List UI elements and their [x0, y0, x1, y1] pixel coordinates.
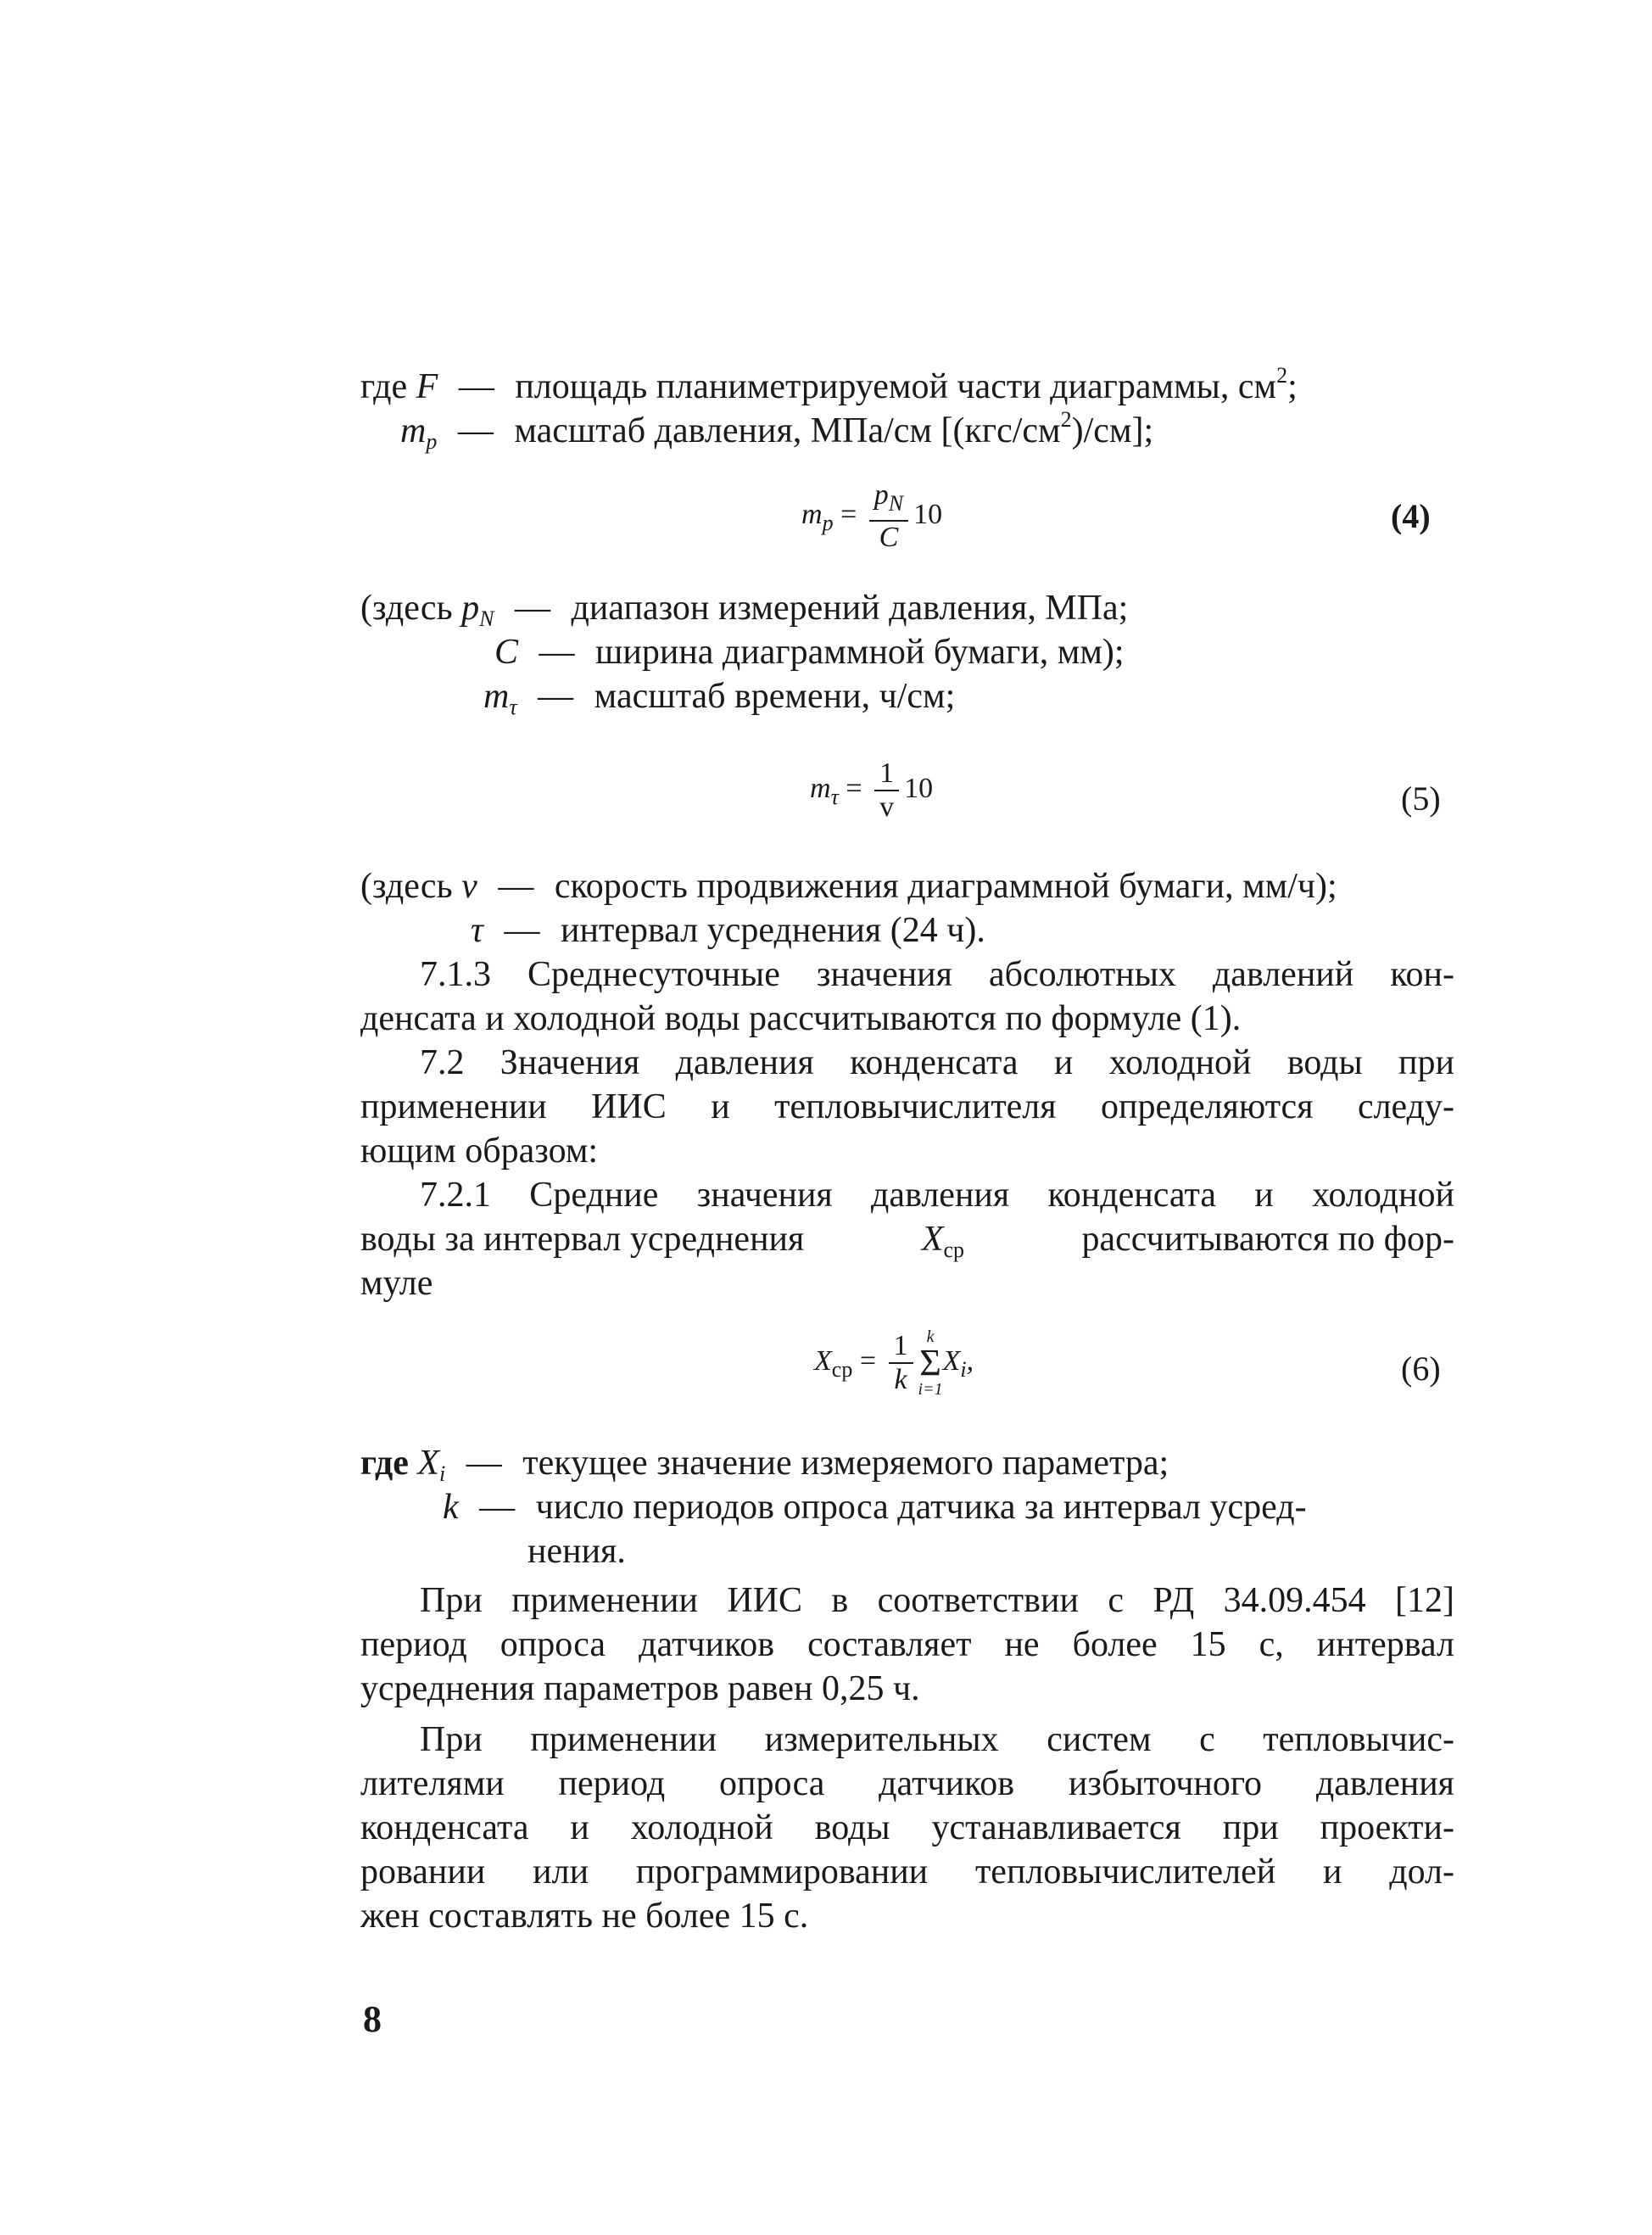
- line: применении ИИС и тепловычислителя определяются следу-: [360, 1087, 1454, 1126]
- paragraph-7-2-1-line3: [360, 1262, 433, 1305]
- symbol-X: X: [417, 1444, 440, 1483]
- fraction: [874, 757, 899, 824]
- formula-5: [810, 757, 933, 824]
- sum-sign: Σ: [919, 1342, 941, 1383]
- paragraph-sys-line4: [360, 1851, 1454, 1893]
- subscript: i: [960, 1356, 967, 1382]
- formula-6: [814, 1327, 974, 1399]
- word-gde: где: [360, 1444, 409, 1483]
- numerator: [869, 479, 908, 522]
- line: усреднения параметров равен 0,25 ч.: [360, 1669, 920, 1708]
- def-C-text: ширина диаграммной бумаги, мм);: [595, 633, 1125, 672]
- symbol-tau: τ: [471, 911, 484, 950]
- dash: —: [479, 1488, 516, 1527]
- line: ровании или программировании тепловычислителей и дол-: [360, 1852, 1454, 1891]
- def-tau-text: интервал усреднения (24 ч).: [561, 911, 985, 950]
- line: При применении ИИС в соответствии с РД 34.09.454 [12]: [420, 1581, 1454, 1620]
- numerator: 1: [874, 757, 899, 791]
- subscript: N: [479, 606, 494, 631]
- def-mt-text: масштаб времени, ч/см;: [594, 677, 956, 716]
- dash: —: [504, 911, 540, 950]
- line: денсата и холодной воды рассчитываются по формуле (1).: [360, 999, 1242, 1038]
- summation: [918, 1327, 943, 1399]
- punct: ;: [1287, 367, 1298, 406]
- sum-upper-limit: k: [926, 1327, 935, 1346]
- line: При применении измерительных систем с тепловычис-: [420, 1720, 1454, 1759]
- paragraph-7-1-3-line2: [360, 997, 1241, 1040]
- open-paren-text: (здесь: [360, 589, 453, 628]
- paragraph-7-2-1-line2: [360, 1218, 1454, 1271]
- num-symbol: p: [873, 479, 889, 511]
- subscript: ср: [943, 1238, 965, 1262]
- equals-sign: =: [859, 1344, 877, 1377]
- factor: 10: [904, 772, 934, 804]
- fraction: [869, 479, 908, 554]
- subscript: ср: [831, 1356, 853, 1382]
- line: ющим образом:: [360, 1131, 599, 1171]
- symbol-Xcp: [922, 1218, 964, 1271]
- line: 7.1.3 Среднесуточные значения абсолютных давлений кон-: [420, 955, 1454, 994]
- def-mp-text-end: )/см];: [1071, 411, 1154, 450]
- open-paren-text: (здесь: [360, 867, 453, 906]
- paragraph-sys-line5: [360, 1895, 808, 1937]
- dash: —: [538, 677, 574, 716]
- def-mp-text: масштаб давления, МПа/см [(кгс/см: [514, 411, 1061, 450]
- denominator: C: [879, 522, 899, 553]
- line: лителями период опроса датчиков избыточного давления: [360, 1764, 1454, 1803]
- equals-sign: =: [846, 772, 862, 804]
- symbol-m: m: [483, 677, 510, 716]
- subscript: i: [439, 1461, 446, 1486]
- paragraph-iis-line2: [360, 1623, 1454, 1666]
- subscript: N: [888, 491, 904, 516]
- def-k: [443, 1486, 1307, 1528]
- line: конденсата и холодной воды устанавливается при проекти-: [360, 1808, 1454, 1847]
- paragraph-7-2-line1: [420, 1042, 1454, 1084]
- symbol-p: p: [461, 589, 480, 628]
- denominator: v: [879, 791, 895, 823]
- symbol-X: X: [921, 1220, 944, 1259]
- factor: 10: [913, 498, 943, 530]
- sum-lower-limit: i=1: [918, 1380, 943, 1399]
- subscript: p: [426, 429, 438, 454]
- paragraph-7-2-line2: [360, 1086, 1454, 1128]
- def-C: [494, 631, 1125, 673]
- paragraph-sys-line3: [360, 1807, 1454, 1849]
- formula-lhs: m: [801, 498, 823, 530]
- def-Xi-text: текущее значение измеряемого параметра;: [522, 1444, 1169, 1483]
- numerator: 1: [889, 1330, 913, 1364]
- subscript: τ: [830, 784, 839, 809]
- def-mp: [400, 399, 1153, 463]
- formula-4: [801, 479, 942, 554]
- dash: —: [515, 589, 551, 628]
- line-part: воды за интервал усреднения: [360, 1220, 805, 1259]
- symbol-m: m: [400, 411, 427, 450]
- def-pN-text: диапазон измерений давления, МПа;: [571, 589, 1129, 628]
- line: период опроса датчиков составляет не более 15 с, интервал: [360, 1625, 1454, 1664]
- subscript: τ: [509, 695, 517, 719]
- fraction: [889, 1330, 913, 1396]
- line: муле: [360, 1264, 433, 1303]
- def-k-line2: [527, 1530, 626, 1573]
- paragraph-iis-line1: [420, 1579, 1454, 1622]
- def-v: [360, 865, 1337, 908]
- paragraph-sys-line1: [420, 1718, 1454, 1761]
- equals-sign: =: [840, 498, 857, 530]
- def-k-text-cont: нения.: [527, 1532, 626, 1571]
- line: жен составлять не более 15 с.: [360, 1897, 809, 1936]
- symbol-F: F: [416, 367, 438, 406]
- formula-lhs: X: [814, 1344, 832, 1377]
- paragraph-7-2-line3: [360, 1130, 598, 1172]
- paragraph-sys-line2: [360, 1763, 1454, 1805]
- denominator: k: [894, 1364, 907, 1395]
- dash: —: [457, 411, 494, 450]
- def-F-text: площадь планиметрируемой части диаграммы, см: [515, 367, 1277, 406]
- dash: —: [498, 867, 534, 906]
- def-mt: [483, 675, 955, 729]
- equation-number-4: (4): [1391, 497, 1431, 535]
- def-k-text: число периодов опроса датчика за интервал усред-: [535, 1488, 1307, 1527]
- symbol-k: k: [443, 1488, 459, 1527]
- line: 7.2.1 Средние значения давления конденсата и холодной: [420, 1176, 1454, 1215]
- paragraph-iis-line3: [360, 1668, 920, 1710]
- def-v-text: скорость продвижения диаграммной бумаги, мм/ч);: [554, 867, 1337, 906]
- equation-number-6: (6): [1401, 1349, 1441, 1388]
- subscript: p: [822, 510, 834, 535]
- def-tau: [471, 909, 985, 952]
- superscript: 2: [1060, 407, 1072, 432]
- line: 7.2 Значения давления конденсата и холодной воды при: [420, 1043, 1454, 1082]
- dash: —: [466, 1444, 502, 1483]
- paragraph-7-2-1-line1: [420, 1174, 1454, 1216]
- paragraph-7-1-3: [360, 953, 1454, 996]
- line-part: рассчитываются по фор-: [1081, 1220, 1454, 1259]
- word-gde: где: [360, 367, 408, 406]
- dash: —: [458, 367, 494, 406]
- superscript: 2: [1276, 363, 1288, 388]
- term-X: X: [942, 1344, 961, 1377]
- equation-number-5: (5): [1401, 779, 1441, 818]
- symbol-C: C: [494, 633, 519, 672]
- symbol-v: v: [461, 867, 477, 906]
- page-number: 8: [363, 1998, 382, 2040]
- dash: —: [539, 633, 575, 672]
- punct: ,: [966, 1344, 974, 1377]
- formula-lhs: m: [810, 772, 831, 804]
